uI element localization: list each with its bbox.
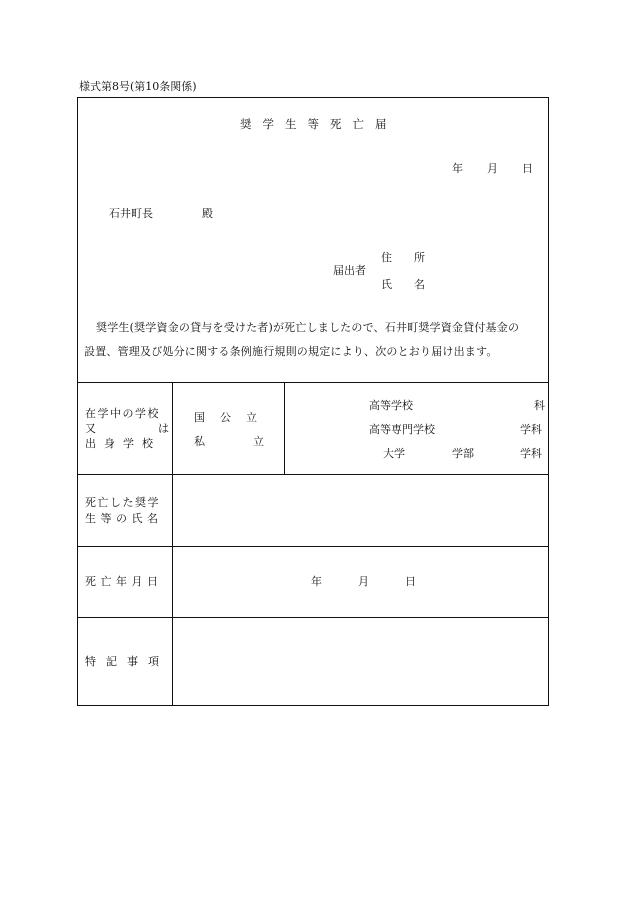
form-box: [77, 97, 549, 706]
form-number: 様式第8号(第10条関係): [79, 80, 197, 93]
filer-address-label: 住 所: [381, 251, 425, 264]
row-divider-1: [77, 474, 549, 475]
school-type-divider: [284, 382, 285, 474]
notice-date-month: 月: [487, 162, 498, 175]
death-date-day: 日: [405, 575, 416, 588]
school-label-line1: 在学中の学校: [85, 407, 160, 420]
body-text-line1: 奨学生(奨学資金の貸与を受けた者)が死亡しましたので、石井町奨学資金貸付基金の: [96, 321, 520, 334]
label-column-divider: [172, 382, 173, 706]
remarks-label: 特記事項: [85, 655, 169, 668]
private-school-label-right: 立: [253, 435, 264, 448]
row-divider-3: [77, 617, 549, 618]
school-label-line2-right: は: [158, 422, 169, 435]
deceased-name-label-line1: 死亡した奨学: [85, 496, 160, 509]
notice-date-day: 日: [522, 162, 533, 175]
high-school-course-label: 科: [534, 399, 545, 412]
private-school-label-left: 私: [194, 435, 205, 448]
honorific: 殿: [202, 207, 213, 220]
faculty-label: 学部: [452, 447, 474, 460]
public-school-label: 国公立: [194, 411, 272, 424]
university-course-label: 学科: [520, 447, 542, 460]
form-title: 奨学生等死亡届: [240, 117, 398, 131]
addressee: 石井町長: [109, 207, 153, 220]
deceased-name-label-line2: 生等の氏名: [85, 512, 163, 525]
high-school-label: 高等学校: [369, 399, 413, 412]
death-date-month: 月: [358, 575, 369, 588]
school-label-line2-left: 又: [85, 422, 96, 435]
filer-label: 届出者: [333, 264, 366, 277]
notice-date-year: 年: [452, 162, 463, 175]
technical-college-course-label: 学科: [520, 423, 542, 436]
filer-name-label: 氏 名: [381, 278, 425, 291]
body-text-line2: 設置、管理及び処分に関する条例施行規則の規定により、次のとおり届け出ます。: [84, 345, 498, 358]
row-divider-2: [77, 546, 549, 547]
school-label-line3: 出身学校: [85, 437, 161, 450]
death-date-label: 死亡年月日: [85, 575, 163, 588]
technical-college-label: 高等専門学校: [369, 423, 435, 436]
university-label: 大学: [383, 447, 405, 460]
death-date-year: 年: [311, 575, 322, 588]
table-top-divider: [77, 382, 549, 383]
